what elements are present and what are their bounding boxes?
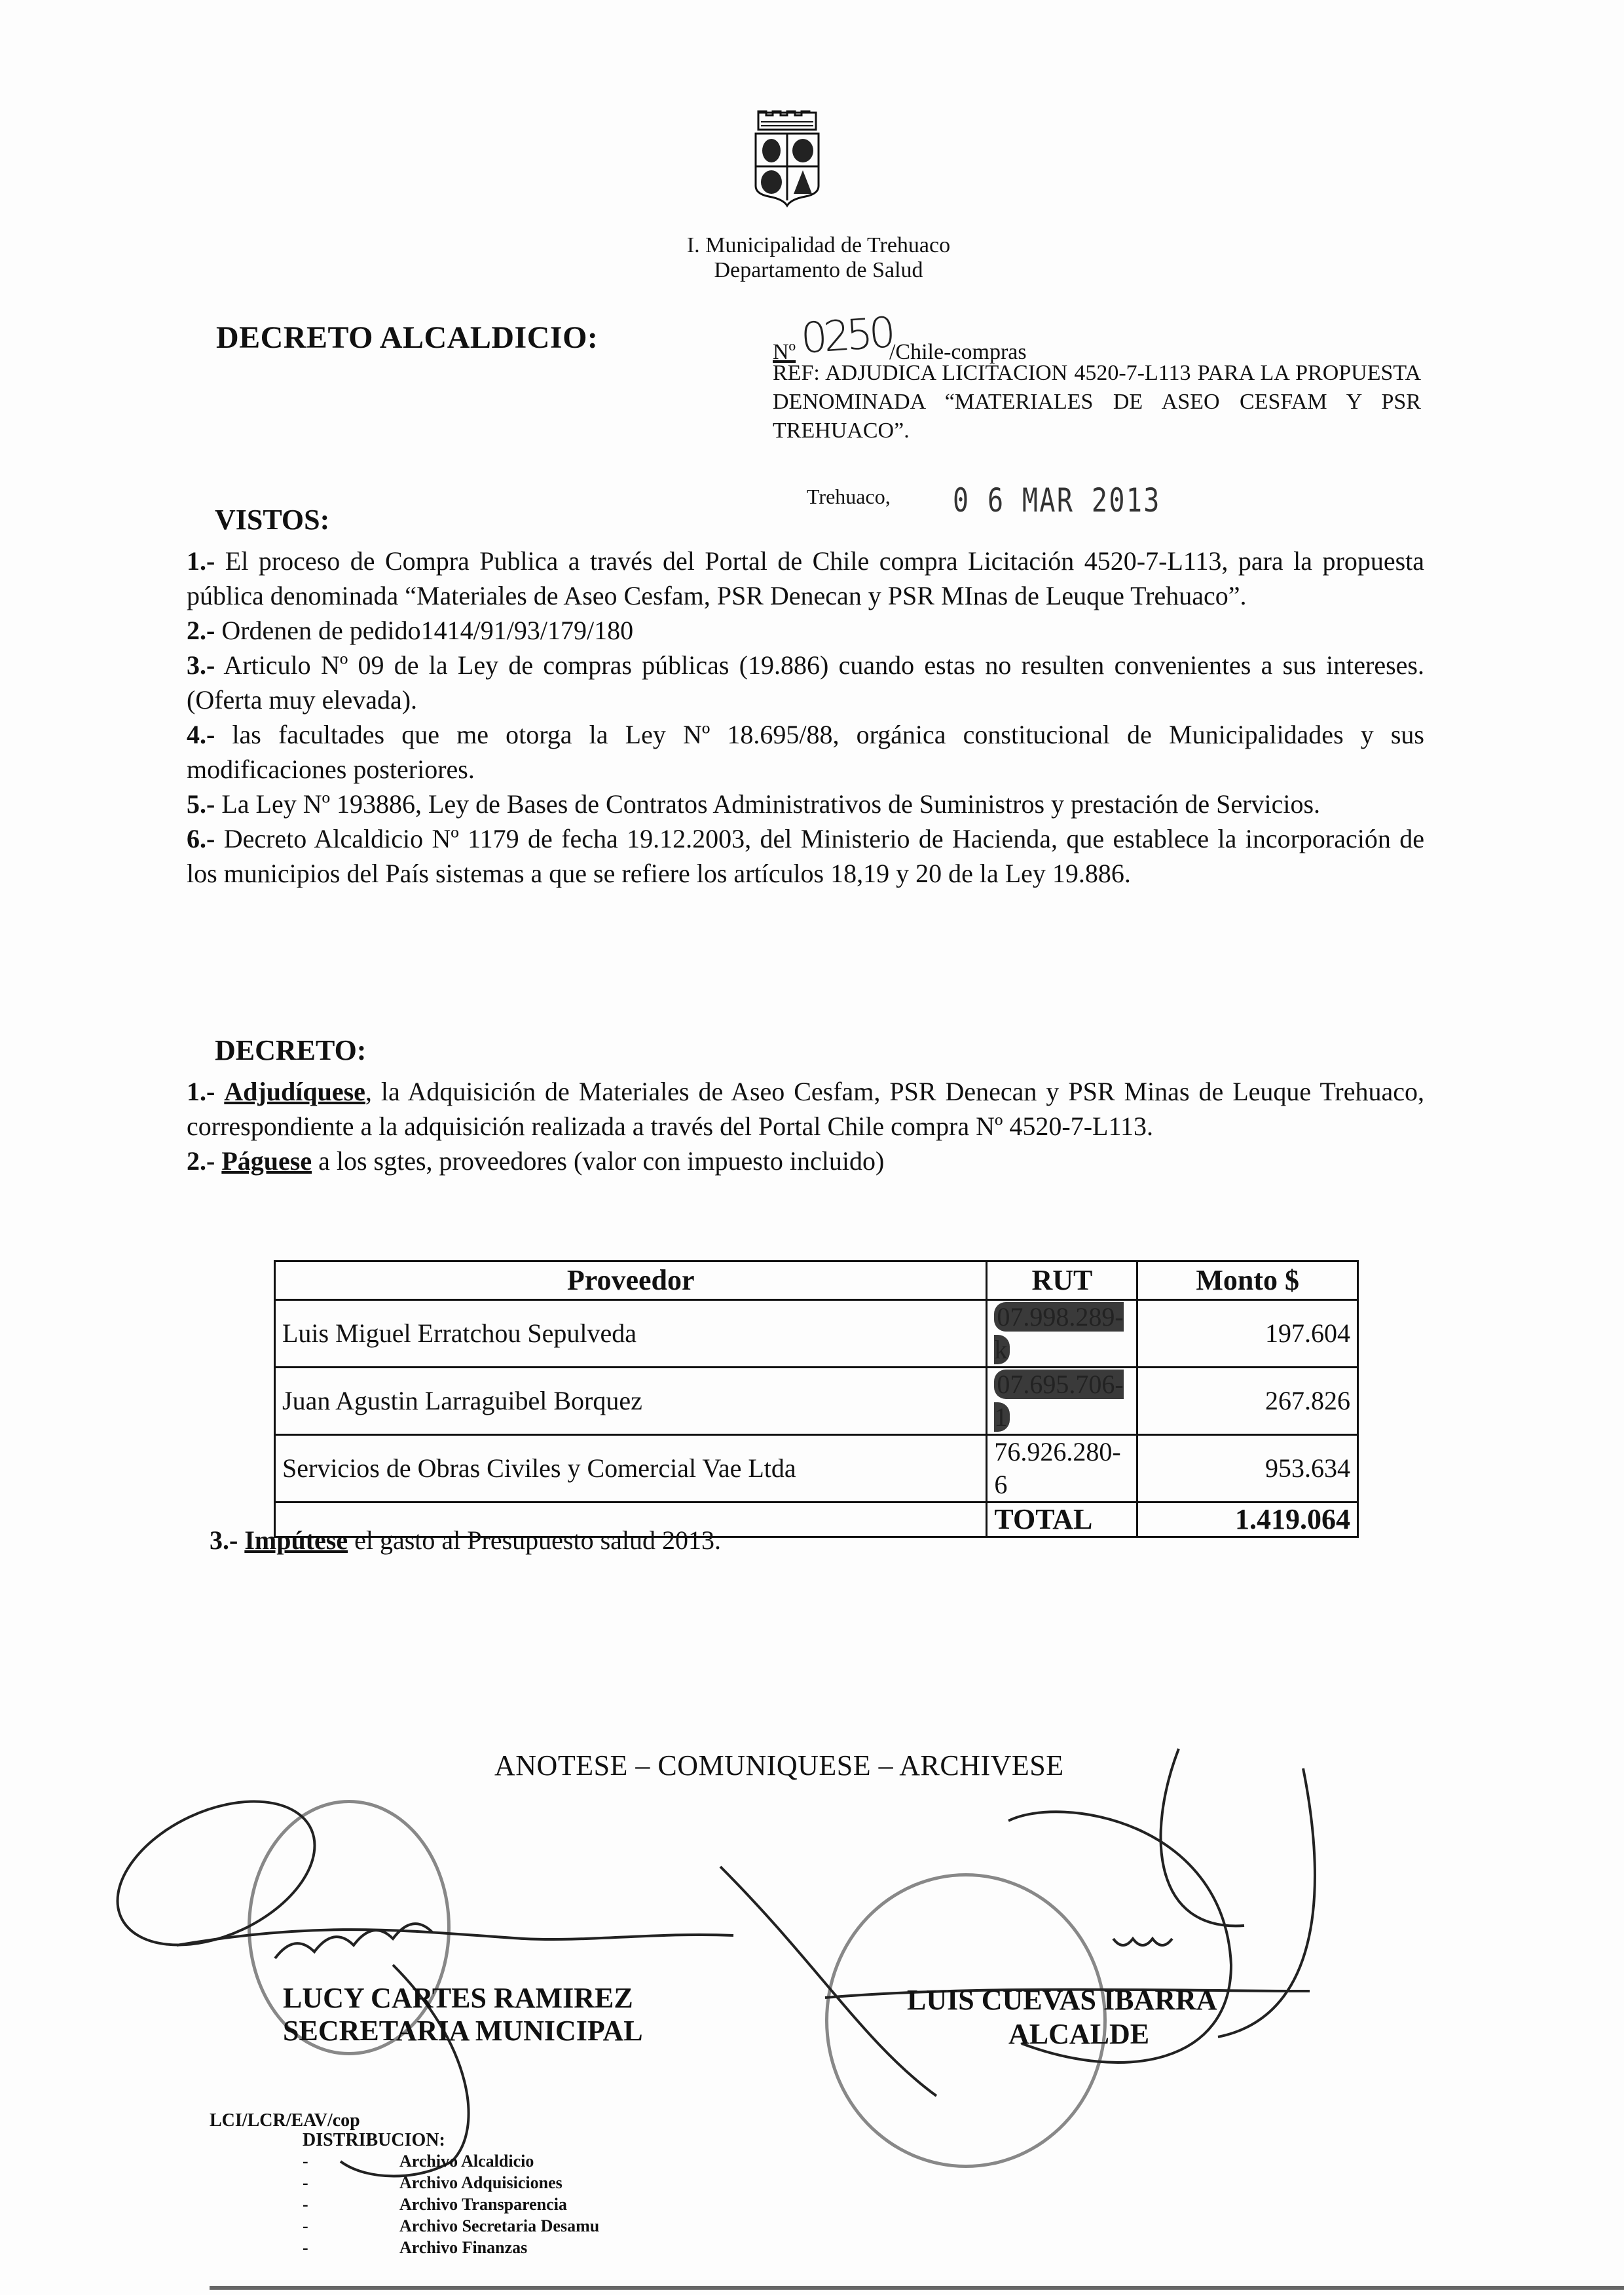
item-text: las facultades que me otorga la Ley Nº 18.695/88, orgánica constitucional de Municipalidades y sus modificaciones posteriores. (187, 720, 1424, 784)
table-header-row (275, 1261, 1358, 1300)
item-text: Articulo Nº 09 de la Ley de compras públicas (19.886) cuando estas no resulten convenientes a sus intereses. (Oferta muy elevada). (187, 650, 1424, 715)
vistos-heading: VISTOS: (215, 504, 330, 536)
item-text: a los sgtes, proveedores (valor con impuesto incluido) (312, 1146, 885, 1176)
cell-proveedor: Luis Miguel Erratchou Sepulveda (275, 1300, 987, 1368)
item-number: 6.- (187, 824, 215, 853)
place-label: Trehuaco, (807, 485, 891, 508)
cell-monto: 197.604 (1137, 1300, 1358, 1368)
decreto-list (187, 1074, 1424, 1178)
redacted-rut: 07.998.289-k (994, 1302, 1124, 1364)
distribution-item: Archivo Secretaria Desamu (399, 2216, 600, 2235)
document-title: DECRETO ALCALDICIO: (216, 320, 599, 355)
cell-monto: 267.826 (1137, 1368, 1358, 1435)
header-proveedor: Proveedor (275, 1261, 987, 1300)
item-number: 2.- (187, 1146, 215, 1176)
table-row (275, 1435, 1358, 1502)
cell-rut: 76.926.280-6 (987, 1435, 1137, 1502)
mayor-name: LUIS CUEVAS IBARRA (907, 1984, 1217, 2016)
list-item: - Archivo Adquisiciones (303, 2173, 563, 2192)
department-name: Departamento de Salud (714, 258, 923, 282)
item-number: 5.- (187, 789, 215, 819)
mayor-role: ALCALDE (1008, 2018, 1150, 2050)
item-keyword: Impútese (244, 1525, 348, 1555)
item-keyword: Adjudíquese (224, 1077, 365, 1106)
decreto-heading: DECRETO: (215, 1034, 367, 1066)
redacted-rut: 07.695.706-1 (994, 1370, 1124, 1432)
item-text: La Ley Nº 193886, Ley de Bases de Contratos Administrativos de Suministros y prestación de Servicios. (215, 789, 1321, 819)
decreto-item-2 (187, 1144, 1424, 1178)
distribution-item: Archivo Transparencia (399, 2195, 567, 2214)
item-text: El proceso de Compra Publica a través del Portal de Chile compra Licitación 4520-7-L113, para la propuesta pública denominada “Materiales de Aseo Cesfam, PSR Denecan y PSR MInas de Leuque Trehuaco”. (187, 546, 1424, 610)
list-item: - Archivo Secretaria Desamu (303, 2216, 600, 2235)
secretary-name: LUCY CARTES RAMIREZ (283, 1982, 633, 2014)
total-label: TOTAL (987, 1502, 1137, 1537)
secretary-role: SECRETARIA MUNICIPAL (283, 2015, 643, 2047)
table-row (275, 1300, 1358, 1368)
distribution-item: Archivo Finanzas (399, 2238, 528, 2257)
vistos-item (187, 717, 1424, 787)
reference-initials: LCI/LCR/EAV/cop (210, 2110, 360, 2131)
reference-text: REF: ADJUDICA LICITACION 4520-7-L113 PARA LA PROPUESTA DENOMINADA “MATERIALES DE ASEO CESFAM Y PSR TREHUACO”. (773, 361, 1421, 443)
municipal-crest-icon (752, 110, 822, 208)
vistos-item (187, 648, 1424, 717)
date-stamp: 0 6 MAR 2013 (953, 481, 1161, 519)
item-text: Ordenen de pedido1414/91/93/179/180 (215, 616, 634, 645)
item-number: 1.- (187, 1077, 215, 1106)
list-item: - Archivo Finanzas (303, 2238, 528, 2257)
header-monto: Monto $ (1137, 1261, 1358, 1300)
providers-table (274, 1260, 1359, 1538)
vistos-item (187, 544, 1424, 613)
header-rut: RUT (987, 1261, 1137, 1300)
cell-proveedor: Servicios de Obras Civiles y Comercial Vae Ltda (275, 1435, 987, 1502)
bottom-divider (210, 2286, 1624, 2290)
vistos-list (187, 544, 1424, 891)
item-text: Decreto Alcaldicio Nº 1179 de fecha 19.12.2003, del Ministerio de Hacienda, que establece la incorporación de los municipios del País sistemas a que se refiere los artículos 18,19 y 20 de la Ley 19.886. (187, 824, 1424, 888)
distribution-item: Archivo Adquisiciones (399, 2173, 563, 2192)
decreto-item-1 (187, 1074, 1424, 1144)
list-item: - Archivo Transparencia (303, 2195, 567, 2214)
item-number: 3.- (187, 650, 215, 680)
cell-monto: 953.634 (1137, 1435, 1358, 1502)
item-text: , la Adquisición de Materiales de Aseo Cesfam, PSR Denecan y PSR Minas de Leuque Trehuaco, correspondiente a la adquisición realizada a través del Portal Chile compra Nº 4520-7-L113. (187, 1077, 1424, 1141)
total-value: 1.419.064 (1137, 1502, 1358, 1537)
list-item: - Archivo Alcaldicio (303, 2152, 534, 2171)
item-text: el gasto al Presupuesto salud 2013. (348, 1525, 722, 1555)
item-keyword: Páguese (221, 1146, 312, 1176)
distribution-item: Archivo Alcaldicio (399, 2152, 534, 2171)
institution-name: I. Municipalidad de Trehuaco (686, 233, 951, 257)
vistos-item (187, 613, 1424, 648)
item-number: 3.- (210, 1525, 238, 1555)
cell-proveedor: Juan Agustin Larraguibel Borquez (275, 1368, 987, 1435)
table-row (275, 1368, 1358, 1435)
cell-rut (987, 1368, 1137, 1435)
distribution-list (303, 2150, 599, 2258)
closing-formula: ANOTESE – COMUNIQUESE – ARCHIVESE (494, 1749, 1064, 1782)
item-number: 4.- (187, 720, 215, 749)
vistos-item (187, 821, 1424, 891)
distribution-heading: DISTRIBUCION: (303, 2130, 445, 2150)
decreto-item-3 (210, 1525, 721, 1556)
item-number: 2.- (187, 616, 215, 645)
cell-rut (987, 1300, 1137, 1368)
vistos-item (187, 787, 1424, 821)
number-label: Nº (773, 340, 796, 364)
handwritten-number: 0250 (799, 308, 894, 364)
item-number: 1.- (187, 546, 215, 576)
number-suffix: /Chile-compras (889, 340, 1027, 364)
